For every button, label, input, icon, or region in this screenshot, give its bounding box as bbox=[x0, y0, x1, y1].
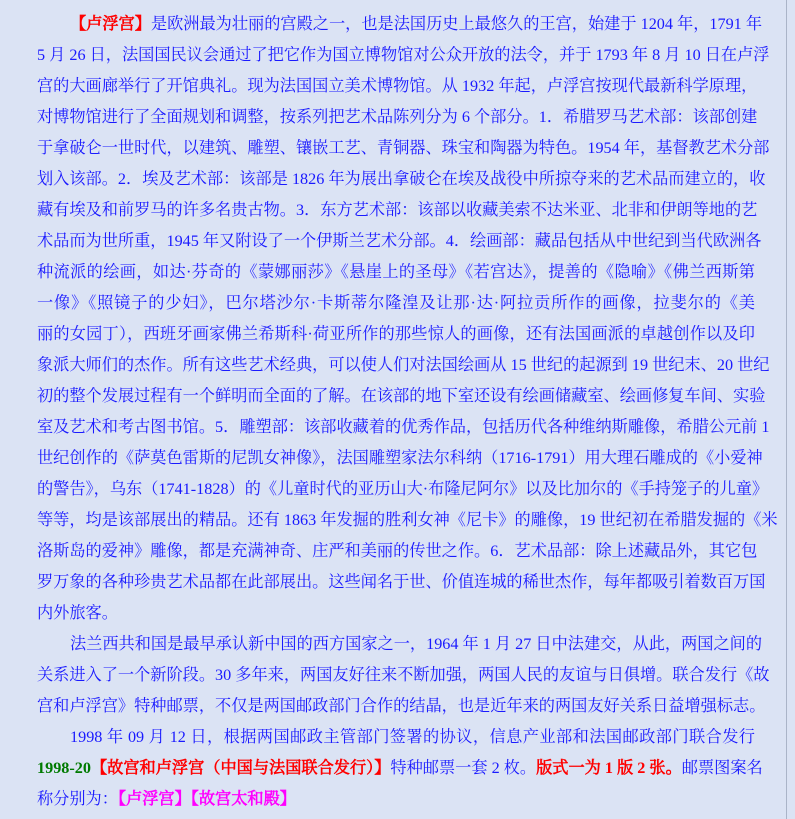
text-line bbox=[37, 443, 763, 474]
text-line bbox=[37, 226, 762, 257]
body-text: 内外旅客。 bbox=[37, 604, 118, 622]
text-line bbox=[37, 629, 763, 660]
body-text: 特种邮票一套 2 枚。 bbox=[390, 759, 537, 777]
text-line bbox=[37, 381, 766, 412]
body-text: 是欧洲最为壮丽的宫殿之一，也是法国历史上最悠久的王宫，始建于 1204 年，1791 年 bbox=[150, 15, 763, 33]
text-line bbox=[37, 40, 770, 71]
body-text: 宫和卢浮宫》特种邮票，不仅是两国邮政部门合作的结晶，也是近年来的两国友好关系日益增强标志。 bbox=[37, 697, 766, 715]
body-text: 术品而为世所重，1945 年又附设了一个伊斯兰艺术分部。4．绘画部：藏品包括从中世纪到当代欧洲各 bbox=[37, 232, 762, 250]
body-text: 于拿破仑一世时代，以建筑、雕塑、镶嵌工艺、青铜器、珠宝和陶器为特色。1954 年，基督教艺术分部 bbox=[37, 139, 770, 157]
highlighted-text: 【故宫和卢浮宫（中国与法国联合发行）】 bbox=[90, 759, 391, 777]
body-text: 划入该部。2．埃及艺术部：该部是 1826 年为展出拿破仑在埃及战役中所掠夺来的艺术品而建立的，收 bbox=[37, 170, 766, 188]
text-line bbox=[37, 164, 766, 195]
highlighted-text: 【卢浮宫】 bbox=[70, 15, 151, 33]
body-text: 对博物馆进行了全面规划和调整，按系列把艺术品陈列分为 6 个部分。1．希腊罗马艺术部：该部创建 bbox=[37, 108, 758, 126]
text-line bbox=[37, 598, 755, 629]
text-line bbox=[37, 660, 770, 691]
text-line bbox=[37, 319, 755, 350]
body-text: 室及艺术和考古图书馆。5．雕塑部：该部收藏着的优秀作品，包括历代各种维纳斯雕像，希腊公元前 1 bbox=[37, 418, 770, 436]
text-line bbox=[37, 71, 758, 102]
body-text: 的警告》，乌东（1741-1828）的《儿童时代的亚历山大·布隆尼阿尔》以及比加尔的《手持笼子的儿童》 bbox=[37, 480, 769, 498]
text-line bbox=[37, 691, 766, 722]
text-line bbox=[37, 505, 778, 536]
body-text: 1998 年 09 月 12 日，根据两国邮政主管部门签署的协议，信息产业部和法国邮政部门联合发行 bbox=[70, 728, 755, 746]
text-line bbox=[37, 474, 769, 505]
text-line bbox=[37, 536, 758, 567]
text-line bbox=[37, 350, 770, 381]
page-border bbox=[786, 0, 787, 819]
text-line bbox=[37, 9, 763, 40]
body-text: 种流派的绘画，如达·芬奇的《蒙娜丽莎》《悬崖上的圣母》《若宫达》，提善的《隐喻》《佛兰西斯第 bbox=[37, 263, 755, 281]
body-text: 世纪创作的《萨莫色雷斯的尼凯女神像》，法国雕塑家法尔科纳（1716-1791）用大理石雕成的《小爱神 bbox=[37, 449, 763, 467]
text-line bbox=[37, 753, 763, 784]
text-line bbox=[37, 257, 755, 288]
body-text: 关系进入了一个新阶段。30 多年来，两国友好往来不断加强，两国人民的友谊与日俱增。联合发行《故 bbox=[37, 666, 770, 684]
body-text: 洛斯岛的爱神》雕像，都是充满神奇、庄严和美丽的传世之作。6．艺术品部：除上述藏品外，其它包 bbox=[37, 542, 758, 560]
body-text: 初的整个发展过程有一个鲜明而全面的了解。在该部的地下室还设有绘画储藏室、绘画修复车间、实验 bbox=[37, 387, 766, 405]
body-text: 宫的大画廊举行了开馆典礼。现为法国国立美术博物馆。从 1932 年起，卢浮宫按现代最新科学原理， bbox=[37, 77, 758, 95]
body-text: 邮票图案名 bbox=[681, 759, 763, 777]
text-line bbox=[37, 288, 755, 319]
highlighted-text: 【卢浮宫】【故宫太和殿】 bbox=[117, 790, 296, 808]
body-text: 象派大师们的杰作。所有这些艺术经典，可以使人们对法国绘画从 15 世纪的起源到 19 世纪末、20 世纪 bbox=[37, 356, 770, 374]
body-text: 罗万象的各种珍贵艺术品都在此部展出。这些闻名于世、价值连城的稀世杰作，每年都吸引着数百万国 bbox=[37, 573, 766, 591]
highlighted-text: 1998-20 bbox=[37, 759, 91, 777]
text-line bbox=[37, 102, 758, 133]
text-line bbox=[37, 567, 766, 598]
highlighted-text: 版式一为 1 版 2 张。 bbox=[536, 759, 682, 777]
text-line bbox=[37, 412, 770, 443]
body-text: 称分别为： bbox=[37, 790, 118, 808]
article-body bbox=[37, 9, 778, 815]
body-text: 藏有埃及和前罗马的许多名贵古物。3．东方艺术部：该部以收藏美索不达米亚、北非和伊朗等地的艺 bbox=[37, 201, 758, 219]
body-text: 等等，均是该部展出的精品。还有 1863 年发掘的胜利女神《尼卡》的雕像，19 世纪初在希腊发掘的《米 bbox=[37, 511, 778, 529]
body-text: 丽的女园丁），西班牙画家佛兰希斯科·荷亚所作的那些惊人的画像，还有法国画派的卓越创作以及印 bbox=[37, 325, 755, 343]
body-text: 一像》《照镜子的少妇》，巴尔塔沙尔·卡斯蒂尔隆湟及让那·达·阿拉贡所作的画像，拉斐尔的《美 bbox=[37, 294, 755, 312]
text-line bbox=[37, 784, 755, 815]
text-line bbox=[37, 195, 758, 226]
text-line bbox=[37, 722, 755, 753]
body-text: 5 月 26 日，法国国民议会通过了把它作为国立博物馆对公众开放的法令，并于 1793 年 8 月 10 日在卢浮 bbox=[37, 46, 770, 64]
body-text: 法兰西共和国是最早承认新中国的西方国家之一，1964 年 1 月 27 日中法建交，从此，两国之间的 bbox=[70, 635, 763, 653]
text-line bbox=[37, 133, 770, 164]
